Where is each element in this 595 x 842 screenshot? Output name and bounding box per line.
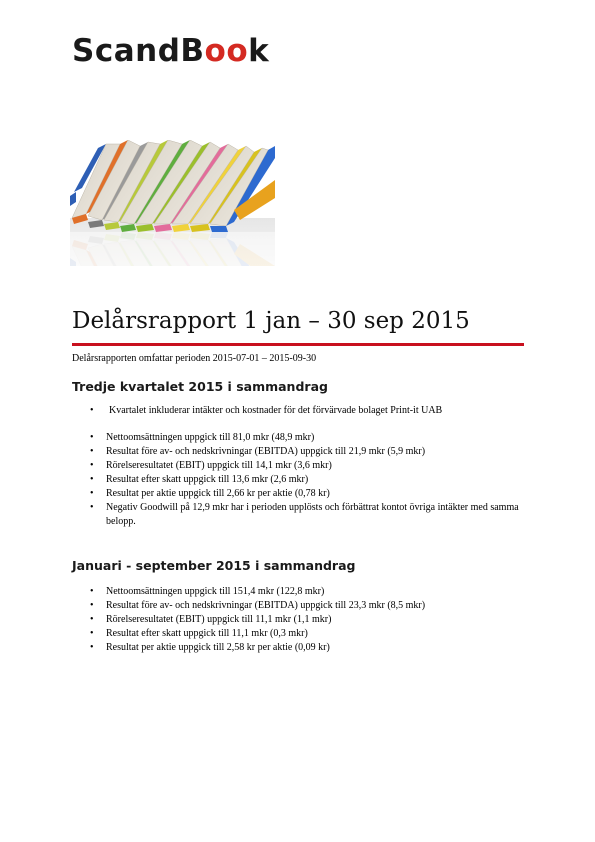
logo-text-o2: o	[226, 33, 249, 69]
scandbook-logo	[72, 33, 270, 69]
list-item: • Resultat efter skatt uppgick till 11,1 mkr (0,3 mkr)	[90, 627, 520, 641]
list-item: • Resultat före av- och nedskrivningar (EBITDA) uppgick till 23,3 mkr (8,5 mkr)	[90, 599, 520, 613]
title-divider	[72, 343, 524, 346]
list-item: • Nettoomsättningen uppgick till 81,0 mkr (48,9 mkr)	[90, 431, 520, 445]
logo-text-a: ScandB	[72, 33, 205, 69]
list-item: • Resultat före av- och nedskrivningar (EBITDA) uppgick till 21,9 mkr (5,9 mkr)	[90, 445, 520, 459]
list-item: • Resultat efter skatt uppgick till 13,6 mkr (2,6 mkr)	[90, 473, 520, 487]
q3-summary-heading: Tredje kvartalet 2015 i sammandrag	[72, 379, 328, 394]
logo-text-b: k	[248, 33, 270, 69]
list-item: • Negativ Goodwill på 12,9 mkr har i perioden upplösts och förbättrat kontot övriga intäkter med samma belopp.	[90, 501, 520, 529]
list-item: • Kvartalet inkluderar intäkter och kostnader för det förvärvade bolaget Print-it UAB	[90, 404, 520, 418]
list-item: • Resultat per aktie uppgick till 2,58 kr per aktie (0,09 kr)	[90, 641, 520, 655]
list-item: • Resultat per aktie uppgick till 2,66 kr per aktie (0,78 kr)	[90, 487, 520, 501]
period-text: Delårsrapporten omfattar perioden 2015-07-01 – 2015-09-30	[72, 353, 317, 364]
logo-text-o1: o	[204, 33, 227, 69]
list-item: • Rörelseresultatet (EBIT) uppgick till 14,1 mkr (3,6 mkr)	[90, 459, 520, 473]
q3-bullet-list	[90, 431, 520, 529]
list-item: • Rörelseresultatet (EBIT) uppgick till 11,1 mkr (1,1 mkr)	[90, 613, 520, 627]
ytd-summary-heading: Januari - september 2015 i sammandrag	[72, 558, 356, 573]
q3-intro-list	[90, 404, 520, 418]
page-title: Delårsrapport 1 jan – 30 sep 2015	[72, 308, 470, 334]
books-image	[70, 140, 275, 266]
ytd-bullet-list	[90, 585, 520, 655]
list-item: • Nettoomsättningen uppgick till 151,4 mkr (122,8 mkr)	[90, 585, 520, 599]
